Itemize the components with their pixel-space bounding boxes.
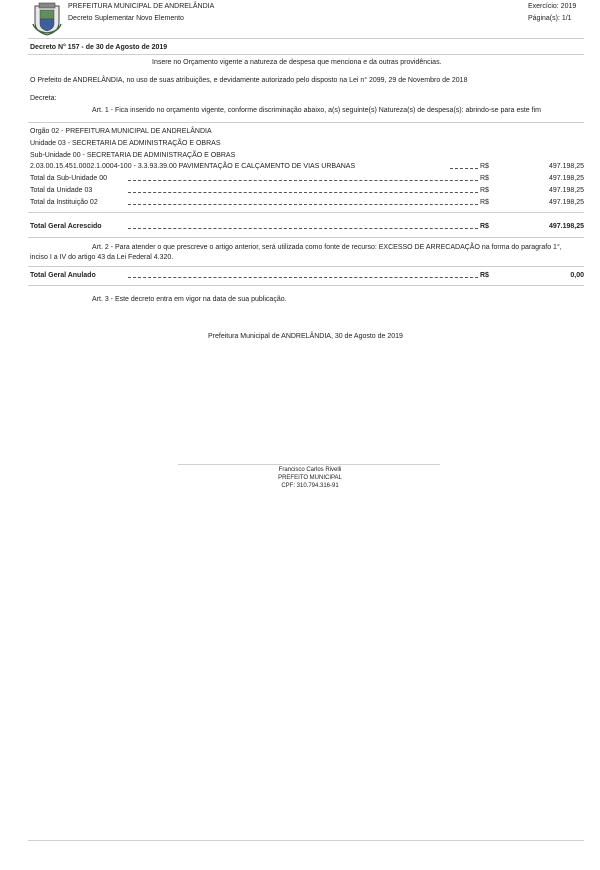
total-acrescido-value: 497.198,25: [548, 223, 584, 230]
decreta-label: Decreta:: [30, 95, 57, 102]
section-divider: [28, 122, 584, 123]
unidade-line: Unidade 03 - SECRETARIA DE ADMINISTRAÇÃO E OBRAS: [30, 140, 221, 147]
total-unidade-value: 497.198,25: [548, 187, 584, 194]
currency-label: R$: [480, 187, 489, 194]
total-subunidade-label: Total da Sub-Unidade 00: [30, 175, 108, 182]
total-anulado-value: 0,00: [570, 272, 584, 279]
decree-summary: Insere no Orçamento vigente a natureza de despesa que menciona e da outras providências.: [152, 59, 442, 66]
expense-row-label: 2.03.00.15.451.0002.1.0004-100 - 3.3.93.39.00 PAVIMENTAÇÃO E CALÇAMENTO DE VIAS URBANAS: [30, 163, 356, 170]
decree-preamble: O Prefeito de ANDRELÂNDIA, no uso de suas atribuições, e devidamente autorizado pelo disposto na Lei n° 2099, 29 de Novembro de 2018: [30, 77, 468, 84]
currency-label: R$: [480, 272, 489, 279]
currency-label: R$: [480, 199, 489, 206]
article-2-line2: inciso I a IV do artigo 43 da Lei Federal 4.320.: [30, 254, 174, 261]
article-1: Art. 1 - Fica inserido no orçamento vigente, conforme discriminação abaixo, a(s) seguinte(s) Natureza(s) de despesa(s): abrindo-se para este fim: [92, 107, 541, 114]
article-3: Art. 3 - Este decreto entra em vigor na data de sua publicação.: [92, 296, 287, 303]
total-instituicao-label: Total da Instituição 02: [30, 199, 98, 206]
section-divider: [28, 237, 584, 238]
leader-dots: [128, 204, 478, 205]
exercise-year: Exercício: 2019: [528, 3, 577, 10]
leader-dots: [128, 277, 478, 278]
decree-title: Decreto N° 157 - de 30 de Agosto de 2019: [30, 44, 168, 51]
footer-divider: [28, 840, 584, 841]
leader-dots: [128, 192, 478, 193]
document-type: Decreto Suplementar Novo Elemento: [68, 15, 184, 22]
orgao-line: Orgão 02 - PREFEITURA MUNICIPAL DE ANDRELÂNDIA: [30, 128, 212, 135]
article-2-line1: Art. 2 - Para atender o que prescreve o artigo anterior, será utilizada como fonte de recurso: EXCESSO DE ARRECADAÇÃO na forma do paragrafo 1°,: [92, 244, 562, 251]
total-unidade-label: Total da Unidade 03: [30, 187, 93, 194]
place-and-date: Prefeitura Municipal de ANDRELÂNDIA, 30 de Agosto de 2019: [208, 333, 403, 340]
title-divider: [28, 54, 584, 55]
total-subunidade-value: 497.198,25: [548, 175, 584, 182]
leader-dots: [450, 168, 478, 169]
signature-line: [178, 464, 440, 465]
currency-label: R$: [480, 163, 489, 170]
total-acrescido-label: Total Geral Acrescido: [30, 223, 102, 230]
municipality-name: PREFEITURA MUNICIPAL DE ANDRELÂNDIA: [68, 3, 215, 10]
page-count: Página(s): 1/1: [528, 15, 572, 22]
municipal-crest-logo: [30, 2, 64, 36]
subunidade-line: Sub-Unidade 00 - SECRETARIA DE ADMINISTRAÇÃO E OBRAS: [30, 152, 236, 159]
leader-dots: [128, 180, 478, 181]
leader-dots: [128, 228, 478, 229]
section-divider: [28, 212, 584, 213]
signer-cpf: CPF: 310.794.316-91: [281, 483, 339, 489]
total-instituicao-value: 497.198,25: [548, 199, 584, 206]
expense-row-value: 497.198,25: [548, 163, 584, 170]
header-divider: [28, 38, 584, 39]
currency-label: R$: [480, 223, 489, 230]
total-anulado-label: Total Geral Anulado: [30, 272, 96, 279]
signer-name: Francisco Carlos Rivelli: [278, 467, 342, 473]
section-divider: [28, 266, 584, 267]
section-divider: [28, 285, 584, 286]
currency-label: R$: [480, 175, 489, 182]
signer-role: PREFEITO MUNICIPAL: [278, 475, 342, 481]
